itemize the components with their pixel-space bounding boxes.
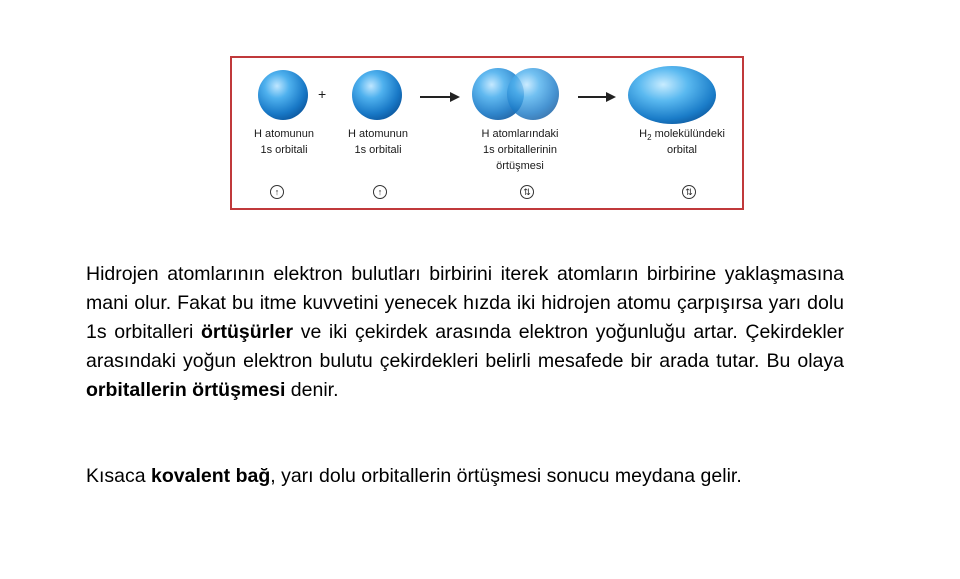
caption-subscript: 2 — [647, 133, 652, 143]
text-run: ve iki çekirdek arasında elektron yoğunluğu artar. Çekirdekler arasındaki yoğun elektron bulutu çekirdekleri belirli mesafede bir arada tutar. Bu olaya — [86, 321, 844, 372]
h-atom-orbital-2 — [352, 70, 402, 120]
orbital-overlap-figure — [230, 56, 744, 210]
bold-term-orbital-overlap: orbitallerin örtüşmesi — [86, 379, 286, 401]
arrow-icon — [420, 92, 460, 102]
text-run: , yarı dolu orbitallerin örtüşmesi sonucu meydana gelir. — [270, 465, 742, 487]
text-run: Kısaca — [86, 465, 152, 487]
caption-line: orbital — [667, 144, 697, 156]
caption-line: 1s orbitallerinin — [483, 144, 557, 156]
caption-line: H atomunun — [254, 128, 314, 140]
caption-line: H atomunun — [348, 128, 408, 140]
paragraph-overlap-explanation — [86, 260, 844, 405]
caption-line: H atomlarındaki — [481, 128, 559, 140]
h-atom-orbital-1 — [258, 70, 308, 120]
bold-term-ortusurler: örtüşürler — [200, 321, 294, 343]
spin-pair-icon: ⇅ — [682, 185, 696, 199]
text-run: denir. — [285, 379, 339, 401]
plus-sign: + — [318, 86, 327, 102]
spin-up-icon: ↑ — [373, 185, 387, 199]
bold-term-covalent-bond: kovalent bağ — [151, 465, 271, 487]
caption-h2-molecule — [632, 126, 732, 158]
caption-h-atom-1 — [244, 126, 324, 158]
spin-pair-icon: ⇅ — [520, 185, 534, 199]
arrow-icon — [578, 92, 616, 102]
spin-up-icon: ↑ — [270, 185, 284, 199]
overlap-orbital-right — [507, 68, 559, 120]
caption-line: 1s orbitali — [260, 144, 308, 156]
caption-h: H — [639, 128, 648, 140]
text-run: Hidrojen atomlarının elektron bulutları birbirini iterek atomların birbirine yaklaşmasına mani olur. Fakat bu itme kuvvetini yenecek hızda iki hidrojen atomu çarpışırsa yarı dolu 1s orbitalleri — [86, 263, 844, 343]
paragraph-covalent-bond — [86, 462, 844, 491]
caption-line — [632, 126, 732, 142]
caption-h-atom-2 — [338, 126, 418, 158]
caption-rest: molekülündeki — [651, 128, 725, 140]
caption-line: örtüşmesi — [496, 160, 544, 172]
h2-molecular-orbital — [628, 66, 716, 124]
caption-line: 1s orbitali — [354, 144, 402, 156]
caption-overlap — [470, 126, 570, 174]
